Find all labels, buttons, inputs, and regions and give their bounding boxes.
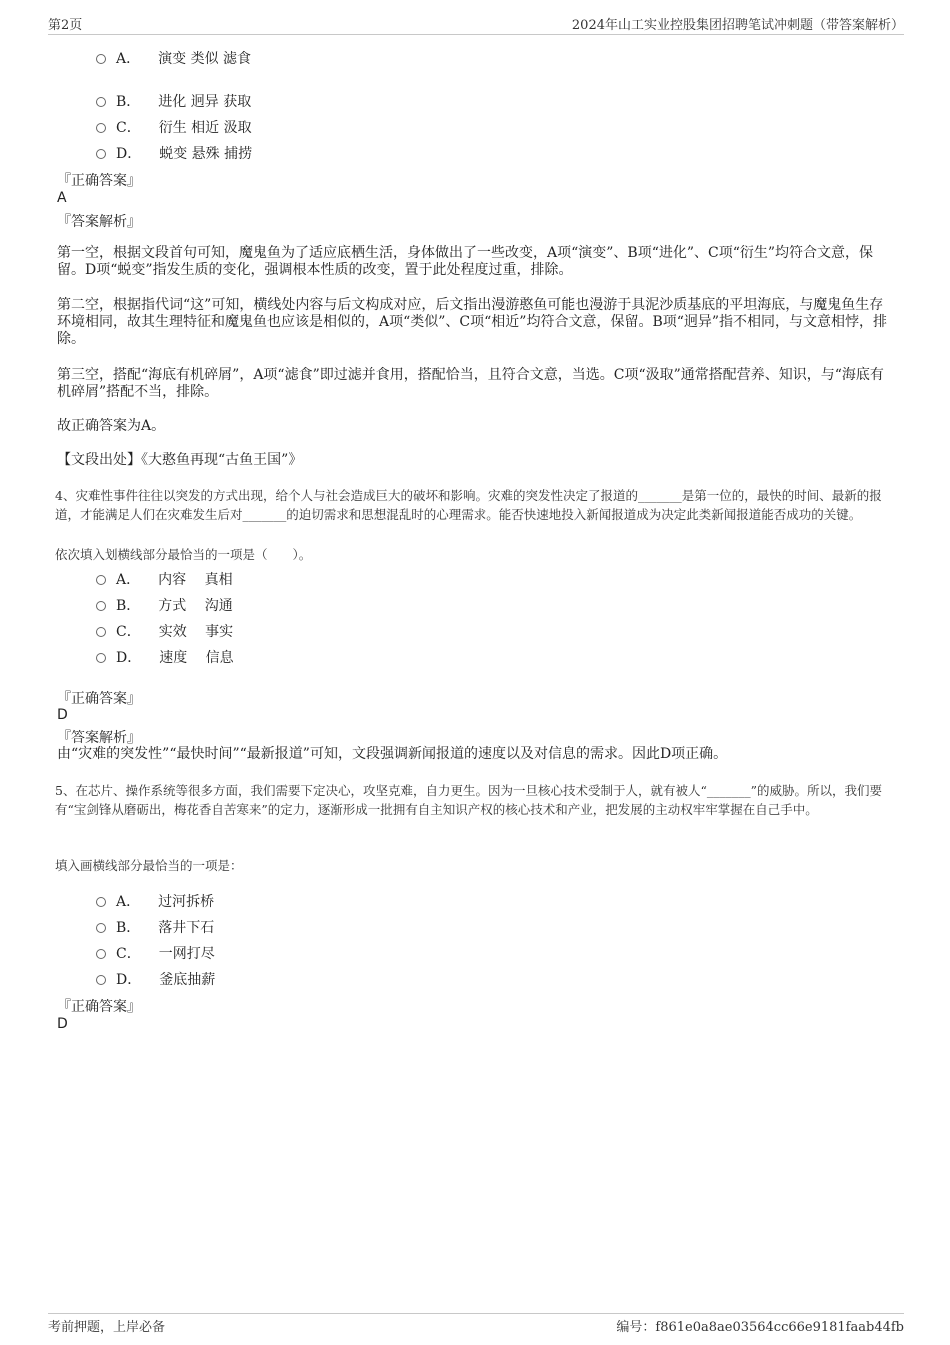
radio-icon <box>96 975 106 985</box>
q3-option-a[interactable]: A． 演变 类似 滤食 <box>96 48 251 68</box>
radio-icon <box>96 123 106 133</box>
q4-analysis: 由“灾难的突发性”“最快时间”“最新报道”可知，文段强调新闻报道的速度以及对信息的需求。因此D项正确。 <box>57 746 728 762</box>
radio-icon <box>96 149 106 159</box>
q3-analysis-label: 『答案解析』 <box>57 214 141 230</box>
q5-option-a[interactable]: A． 过河拆桥 <box>96 891 214 911</box>
page-footer <box>48 1313 904 1336</box>
q3-option-c[interactable]: C． 衍生 相近 汲取 <box>96 117 252 137</box>
q4-prompt: 依次填入划横线部分最恰当的一项是（ ）。 <box>55 547 312 562</box>
radio-icon <box>96 949 106 959</box>
q4-answer-label: 『正确答案』 <box>57 691 141 707</box>
radio-icon <box>96 575 106 585</box>
q4-option-b[interactable]: B． 方式 沟通 <box>96 595 233 615</box>
q3-analysis-conclusion: 故正确答案为A。 <box>57 418 166 434</box>
q3-option-b[interactable]: B． 进化 迥异 获取 <box>96 91 251 111</box>
q3-analysis-paragraph: 第一空，根据文段首句可知，魔鬼鱼为了适应底栖生活，身体做出了一些改变，A项“演变”、B项“进化”、C项“衍生”均符合文意，保留。D项“蜕变”指发生质的变化，强调根本性质的改变，置于此处程度过重，排除。 <box>57 245 874 278</box>
radio-icon <box>96 97 106 107</box>
q3-analysis-paragraph: 第二空，根据指代词“这”可知，横线处内容与后文构成对应，后文指出漫游憨鱼可能也漫游于具泥沙质基底的平坦海底，与魔鬼鱼生存环境相同，故其生理特征和魔鬼鱼也应该是相似的，A项“类似”、C项“相近”均符合文意，保留。B项“迥异”指不相同，与文意相悖，排除。 <box>57 297 888 347</box>
q4-option-d[interactable]: D． 速度 信息 <box>96 647 234 667</box>
q5-answer: D <box>57 1016 68 1032</box>
document-code: 编号：f861e0a8ae03564cc66e9181faab44fb <box>616 1320 904 1335</box>
q5-prompt: 填入画横线部分最恰当的一项是： <box>55 858 243 873</box>
q3-source: 【文段出处】《大憨鱼再现“古鱼王国”》 <box>57 452 303 468</box>
q4-answer: D <box>57 707 68 723</box>
q4-analysis-label: 『答案解析』 <box>57 730 141 746</box>
q4-option-a[interactable]: A． 内容 真相 <box>96 569 233 589</box>
q5-answer-label: 『正确答案』 <box>57 999 141 1015</box>
q5-stem: 5、在芯片、操作系统等很多方面，我们需要下定决心，攻坚克难，自力更生。因为一旦核心技术受制于人，就有被人“_______”的威胁。所以，我们要有“宝剑锋从磨砺出，梅花香自苦寒来”的定力，逐渐形成一批拥有自主知识产权的核心技术和产业，把发展的主动权牢牢掌握在自己手中。 <box>55 783 882 817</box>
radio-icon <box>96 897 106 907</box>
document-title: 2024年山工实业控股集团招聘笔试冲刺题（带答案解析） <box>571 18 904 33</box>
page-number: 第2页 <box>48 18 83 33</box>
q5-option-d[interactable]: D． 釜底抽薪 <box>96 969 215 989</box>
q3-option-d[interactable]: D． 蜕变 悬殊 捕捞 <box>96 143 252 163</box>
q4-option-c[interactable]: C． 实效 事实 <box>96 621 233 641</box>
radio-icon <box>96 653 106 663</box>
q4-stem: 4、灾难性事件往往以突发的方式出现，给个人与社会造成巨大的破坏和影响。灾难的突发性决定了报道的_______是第一位的，最快的时间、最新的报道，才能满足人们在灾难发生后对_______的迫切需求和思想混乱时的心理需求。能否快速地投入新闻报道成为决定此类新闻报道能否成功的关键。 <box>55 488 882 522</box>
q3-answer: A <box>57 190 67 206</box>
footer-slogan: 考前押题，上岸必备 <box>48 1320 166 1335</box>
q5-option-b[interactable]: B． 落井下石 <box>96 917 214 937</box>
q5-option-c[interactable]: C． 一网打尽 <box>96 943 215 963</box>
q3-analysis-paragraph: 第三空，搭配“海底有机碎屑”，A项“滤食”即过滤并食用，搭配恰当，且符合文意，当选。C项“汲取”通常搭配营养、知识，与“海底有机碎屑”搭配不当，排除。 <box>57 367 884 400</box>
radio-icon <box>96 627 106 637</box>
page-header <box>48 14 904 35</box>
radio-icon <box>96 54 106 64</box>
radio-icon <box>96 923 106 933</box>
radio-icon <box>96 601 106 611</box>
q3-answer-label: 『正确答案』 <box>57 173 141 189</box>
